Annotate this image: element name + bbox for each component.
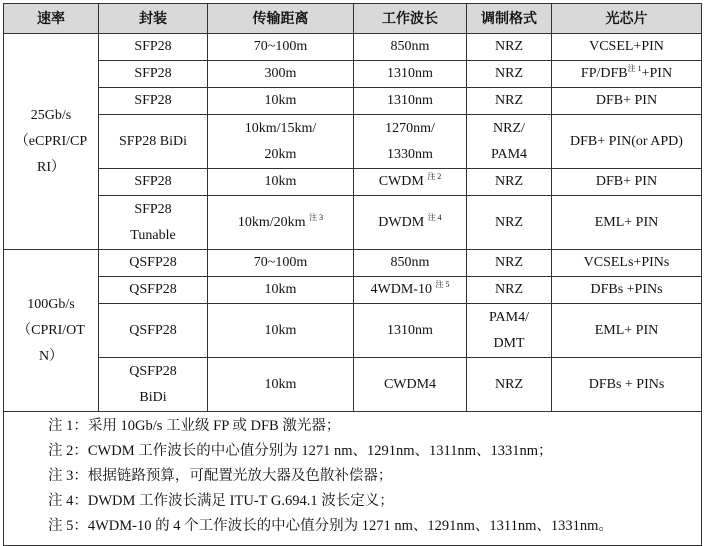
table-row <box>4 358 702 412</box>
package-line: BiDi <box>139 389 167 405</box>
rate-line: 25Gb/s <box>30 107 72 123</box>
notes-cell <box>4 412 702 546</box>
table-row <box>4 88 702 115</box>
package-cell: SFP28 <box>99 169 208 196</box>
modulation-cell: NRZ <box>467 34 552 61</box>
footnote-ref: 注 3 <box>309 212 324 222</box>
table-row <box>4 61 702 88</box>
distance-cell: 10km <box>208 358 354 412</box>
table-row <box>4 169 702 196</box>
wavelength-cell: 1310nm <box>354 61 467 88</box>
modulation-cell: NRZ <box>467 88 552 115</box>
rate-line: RI） <box>37 159 65 175</box>
modulation-line: PAM4/ <box>489 309 529 325</box>
wavelength-text: 4WDM-10 <box>370 282 432 297</box>
package-line: SFP28 <box>134 201 172 217</box>
chip-cell: DFB+ PIN <box>552 88 702 115</box>
package-cell: SFP28 BiDi <box>99 115 208 169</box>
header-modulation: 调制格式 <box>467 4 552 34</box>
header-rate: 速率 <box>4 4 99 34</box>
header-package: 封装 <box>99 4 208 34</box>
distance-cell: 10km <box>208 277 354 304</box>
distance-cell: 70~100m <box>208 34 354 61</box>
modulation-cell: NRZ <box>467 358 552 412</box>
footnote-ref: 注 1 <box>627 64 642 73</box>
note-5: 注 5：4WDM-10 的 4 个工作波长的中心值分别为 1271 nm、1291nm、1311nm、1331nm。 <box>48 518 613 534</box>
wavelength-cell: 850nm <box>354 34 467 61</box>
modulation-cell: NRZ <box>467 61 552 88</box>
modulation-line: PAM4 <box>490 146 528 162</box>
package-cell: SFP28 <box>99 34 208 61</box>
modulation-line: NRZ/ <box>493 120 525 136</box>
wavelength-text: CWDM <box>378 174 424 189</box>
chip-cell: DFB+ PIN(or APD) <box>552 115 702 169</box>
distance-cell: 10km <box>208 88 354 115</box>
spec-table <box>3 3 702 546</box>
wavelength-cell <box>354 115 467 169</box>
distance-cell <box>208 115 354 169</box>
header-distance: 传输距离 <box>208 4 354 34</box>
notes-row <box>4 412 702 546</box>
footnote-ref: 注 5 <box>435 280 450 289</box>
package-cell: QSFP28 <box>99 277 208 304</box>
rate-cell <box>4 34 99 250</box>
table-row <box>4 115 702 169</box>
wavelength-cell: CWDM4 <box>354 358 467 412</box>
package-line: Tunable <box>130 227 176 243</box>
rate-line: （CPRI/OT <box>17 322 85 338</box>
modulation-cell <box>467 304 552 358</box>
wavelength-text: DWDM <box>378 214 425 230</box>
header-chip: 光芯片 <box>552 4 702 34</box>
distance-line: 20km <box>264 146 297 162</box>
rate-line: （eCPRI/CP <box>14 133 88 149</box>
chip-cell: DFBs +PINs <box>552 277 702 304</box>
distance-cell: 10km <box>208 304 354 358</box>
wavelength-cell <box>354 196 467 250</box>
modulation-cell: NRZ <box>467 277 552 304</box>
note-3: 注 3：根据链路预算，可配置光放大器及色散补偿器； <box>48 468 393 484</box>
chip-text: +PIN <box>641 66 673 81</box>
wavelength-cell <box>354 277 467 304</box>
wavelength-cell <box>354 169 467 196</box>
distance-cell: 70~100m <box>208 250 354 277</box>
distance-line: 10km/15km/ <box>244 120 317 136</box>
modulation-cell: NRZ <box>467 250 552 277</box>
chip-cell: DFB+ PIN <box>552 169 702 196</box>
chip-text: FP/DFB <box>580 66 628 81</box>
chip-cell: VCSELs+PINs <box>552 250 702 277</box>
package-line: QSFP28 <box>129 363 177 379</box>
header-row <box>4 4 702 34</box>
wavelength-line: 1270nm/ <box>385 120 435 136</box>
wavelength-cell: 1310nm <box>354 304 467 358</box>
table-row <box>4 196 702 250</box>
chip-cell: EML+ PIN <box>552 304 702 358</box>
table-row <box>4 250 702 277</box>
chip-cell: DFBs + PINs <box>552 358 702 412</box>
header-wavelength: 工作波长 <box>354 4 467 34</box>
modulation-line: DMT <box>493 335 525 351</box>
package-cell: SFP28 <box>99 61 208 88</box>
package-cell: QSFP28 <box>99 250 208 277</box>
wavelength-line: 1330nm <box>387 146 433 162</box>
chip-cell: VCSEL+PIN <box>552 34 702 61</box>
wavelength-cell: 1310nm <box>354 88 467 115</box>
modulation-cell: NRZ <box>467 196 552 250</box>
distance-cell: 300m <box>208 61 354 88</box>
package-cell: SFP28 <box>99 88 208 115</box>
package-cell <box>99 196 208 250</box>
distance-cell <box>208 196 354 250</box>
package-cell: QSFP28 <box>99 304 208 358</box>
footnote-ref: 注 2 <box>427 172 442 181</box>
table-row <box>4 277 702 304</box>
table-row <box>4 304 702 358</box>
note-4: 注 4：DWDM 工作波长满足 ITU-T G.694.1 波长定义； <box>48 493 394 509</box>
note-2: 注 2：CWDM 工作波长的中心值分别为 1271 nm、1291nm、1311nm、1331nm； <box>48 443 553 459</box>
chip-cell: EML+ PIN <box>552 196 702 250</box>
rate-line: 100Gb/s <box>27 296 75 312</box>
footnote-ref: 注 4 <box>427 212 442 222</box>
distance-text: 10km/20km <box>237 214 306 230</box>
chip-cell <box>552 61 702 88</box>
note-1: 注 1：采用 10Gb/s 工业级 FP 或 DFB 激光器； <box>48 418 341 434</box>
modulation-cell <box>467 115 552 169</box>
wavelength-cell: 850nm <box>354 250 467 277</box>
distance-cell: 10km <box>208 169 354 196</box>
package-cell <box>99 358 208 412</box>
table-row <box>4 34 702 61</box>
modulation-cell: NRZ <box>467 169 552 196</box>
rate-cell <box>4 250 99 412</box>
rate-line: N） <box>38 348 64 364</box>
